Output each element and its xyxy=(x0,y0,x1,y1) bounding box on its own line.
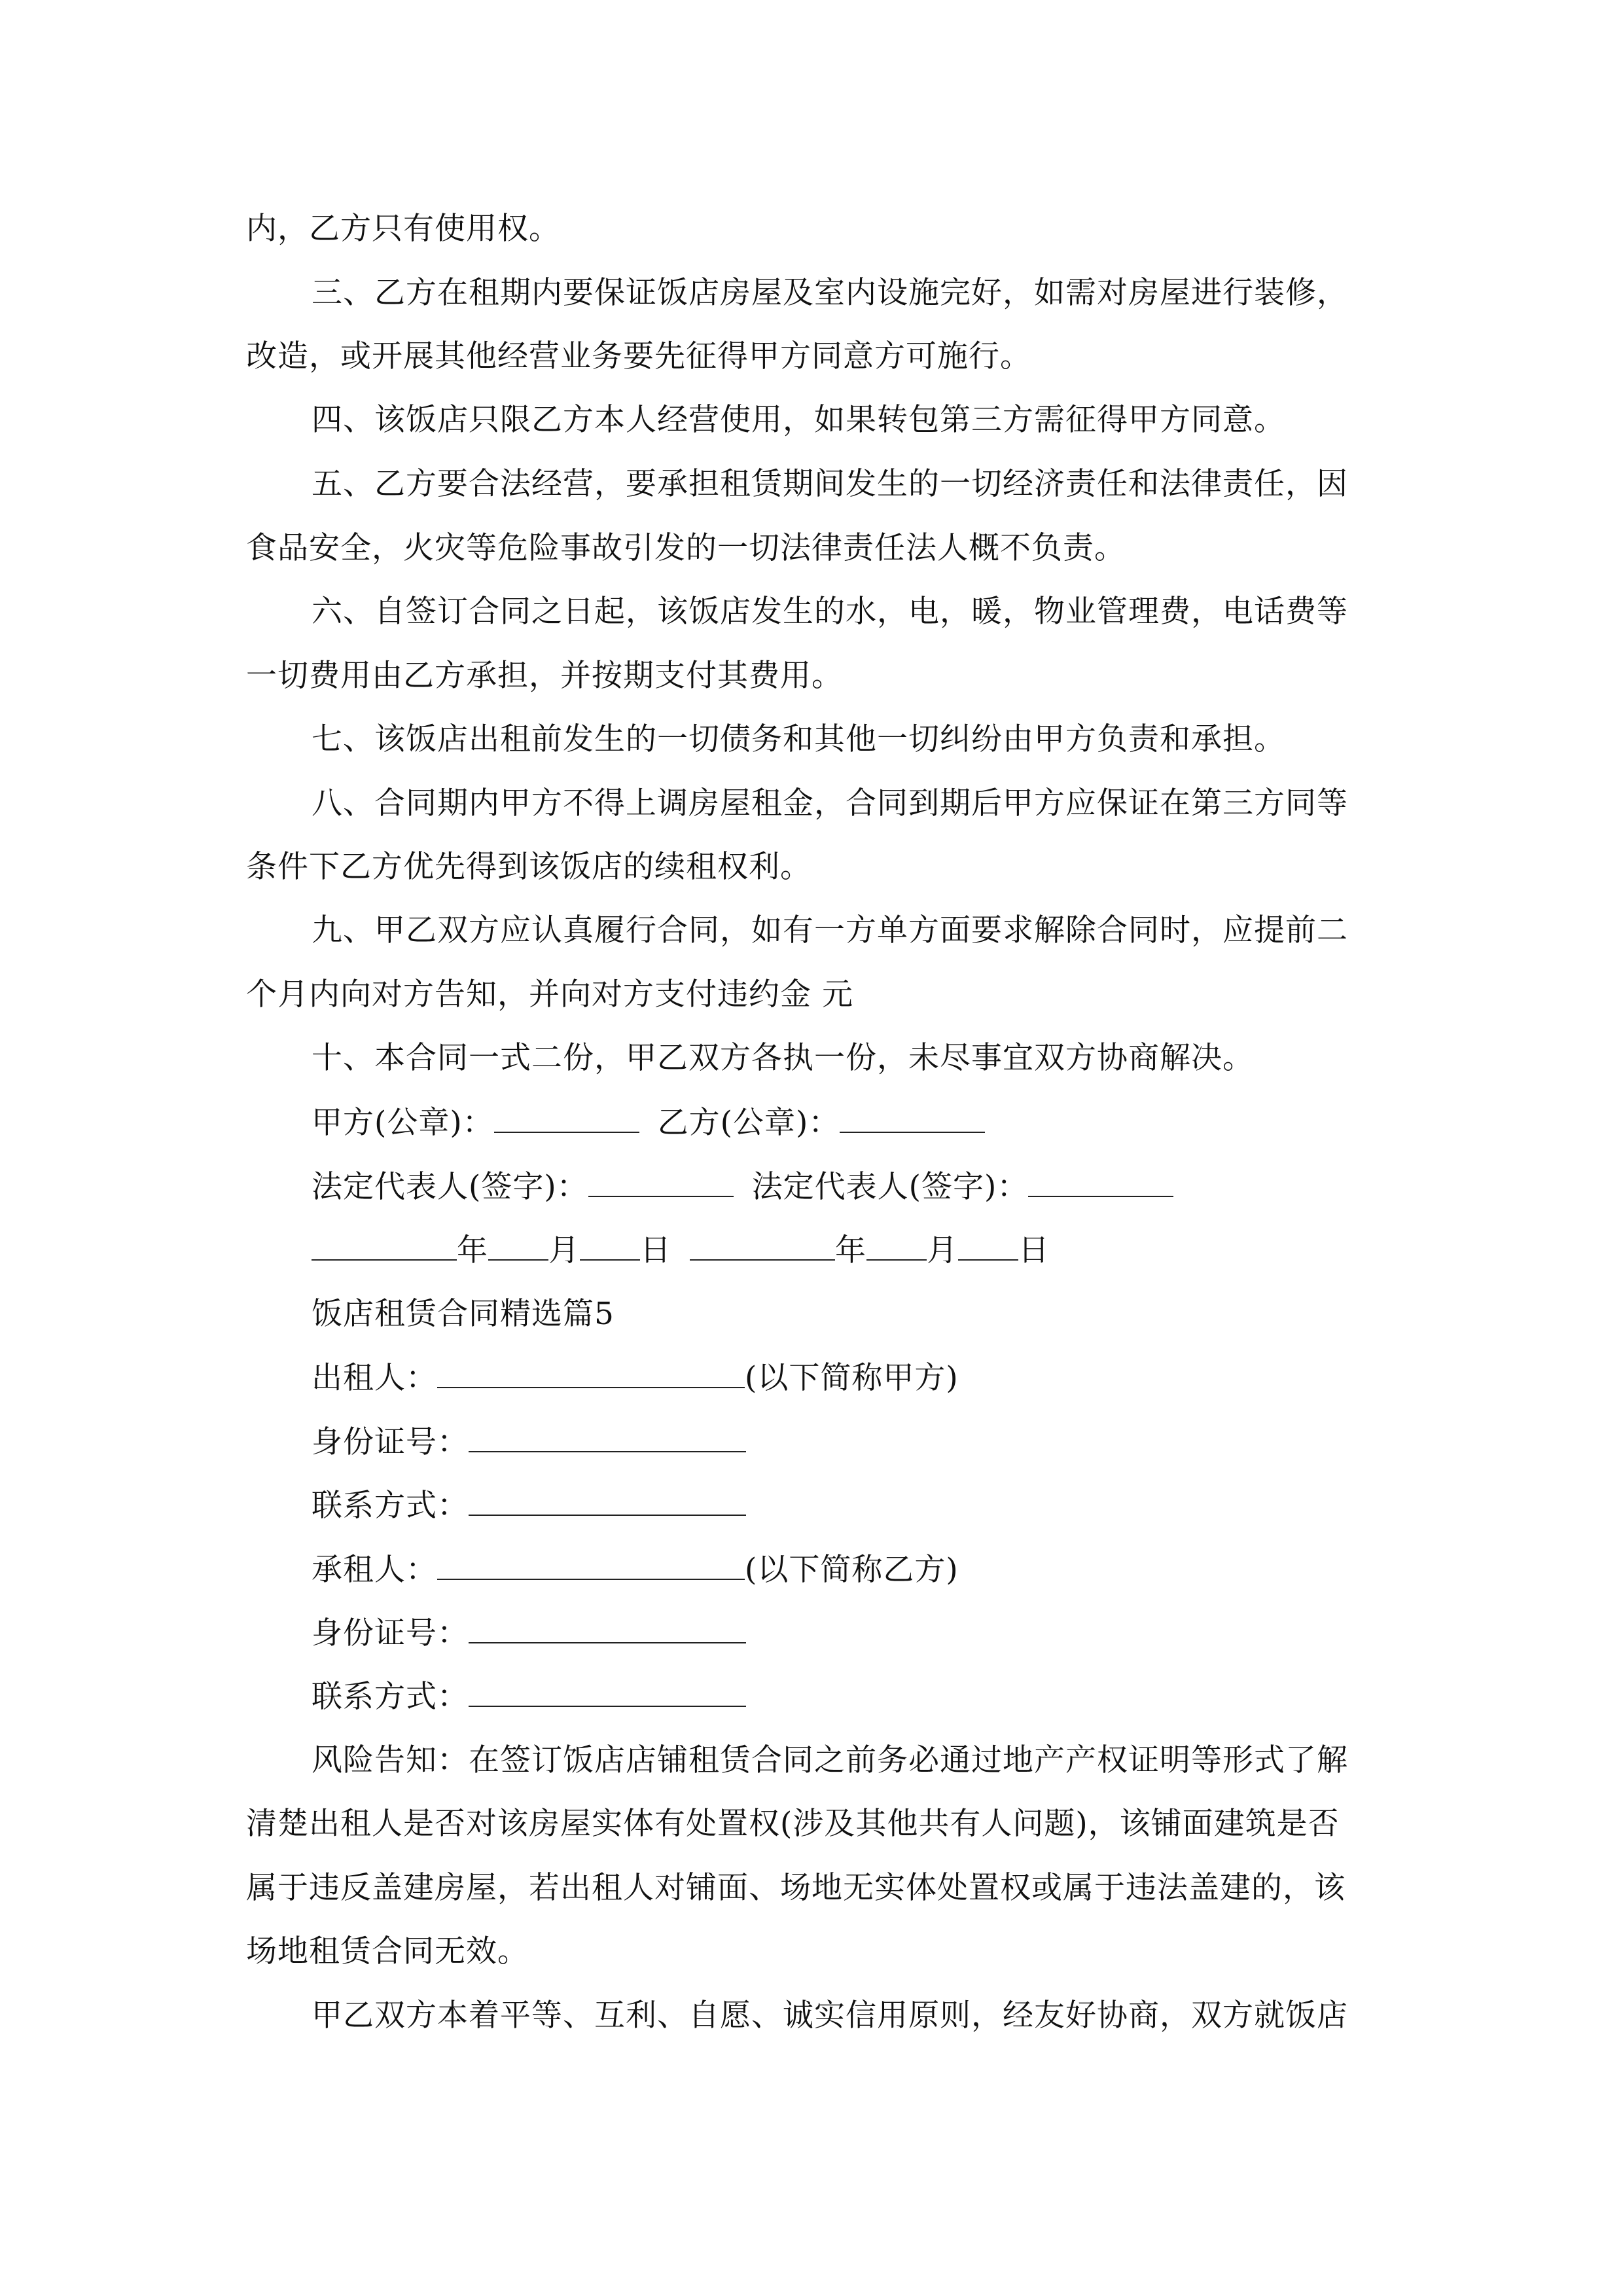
clause-3-line-2: 改造，或开展其他经营业务要先征得甲方同意方可施行。 xyxy=(246,338,1031,374)
lessee-id-blank xyxy=(469,1613,746,1643)
clause-9-line-2: 个月内向对方告知，并向对方支付违约金 元 xyxy=(246,977,853,1013)
lessee-contact-row xyxy=(312,1677,746,1717)
lessor-id-blank xyxy=(469,1422,746,1452)
year-blank-b xyxy=(690,1230,835,1261)
id-label: 身份证号： xyxy=(312,1424,469,1460)
lessor-suffix: (以下简称甲方) xyxy=(745,1360,959,1396)
clause-3-line-1: 三、乙方在租期内要保证饭店房屋及室内设施完好，如需对房屋进行装修， xyxy=(312,275,1348,311)
lessee-row xyxy=(312,1550,959,1590)
month-blank-a xyxy=(488,1230,548,1261)
risk-notice-line-3: 属于违反盖建房屋，若出租人对铺面、场地无实体处置权或属于违法盖建的，该 xyxy=(246,1870,1346,1906)
month-blank-b xyxy=(866,1230,927,1261)
seal-row xyxy=(312,1103,985,1143)
lessee-blank xyxy=(437,1550,745,1580)
clause-8-line-2: 条件下乙方优先得到该饭店的续租权利。 xyxy=(246,849,812,885)
lessee-contact-blank xyxy=(469,1677,746,1707)
year-label-a: 年 xyxy=(457,1232,488,1268)
lessor-blank xyxy=(437,1358,745,1388)
day-label-b: 日 xyxy=(1018,1232,1050,1268)
clause-8-line-1: 八、合同期内甲方不得上调房屋租金，合同到期后甲方应保证在第三方同等 xyxy=(312,785,1348,821)
contact-label: 联系方式： xyxy=(312,1679,469,1715)
year-label-b: 年 xyxy=(835,1232,866,1268)
lessor-row xyxy=(312,1358,959,1398)
lessee-label: 承租人： xyxy=(312,1552,437,1588)
legal-rep-a-blank xyxy=(588,1167,734,1197)
lessor-contact-row xyxy=(312,1486,746,1526)
text-line: 内，乙方只有使用权。 xyxy=(246,211,560,247)
clause-10-line: 十、本合同一式二份，甲乙双方各执一份，未尽事宜双方协商解决。 xyxy=(312,1040,1254,1076)
clause-5-line-1: 五、乙方要合法经营，要承担租赁期间发生的一切经济责任和法律责任，因 xyxy=(312,466,1348,502)
legal-rep-b-blank xyxy=(1028,1167,1173,1197)
year-blank-a xyxy=(312,1230,457,1261)
month-label-a: 月 xyxy=(548,1232,580,1268)
lessor-label: 出租人： xyxy=(312,1360,437,1396)
day-blank-b xyxy=(958,1230,1018,1261)
section-title: 饭店租赁合同精选篇5 xyxy=(312,1296,615,1332)
party-b-seal-label: 乙方(公章)： xyxy=(657,1105,840,1141)
clause-6-line-1: 六、自签订合同之日起，该饭店发生的水，电，暖，物业管理费，电话费等 xyxy=(312,594,1348,630)
party-b-seal-blank xyxy=(840,1103,985,1133)
lessee-suffix: (以下简称乙方) xyxy=(745,1552,959,1588)
clause-9-line-1: 九、甲乙双方应认真履行合同，如有一方单方面要求解除合同时，应提前二 xyxy=(312,912,1348,948)
risk-notice-line-2: 清楚出租人是否对该房屋实体有处置权(涉及其他共有人问题)，该铺面建筑是否 xyxy=(246,1806,1340,1842)
party-a-seal-blank xyxy=(494,1103,639,1133)
risk-notice-line-4: 场地租赁合同无效。 xyxy=(246,1933,529,1969)
risk-notice-line-1: 风险告知：在签订饭店店铺租赁合同之前务必通过地产产权证明等形式了解 xyxy=(312,1742,1348,1778)
month-label-b: 月 xyxy=(927,1232,958,1268)
day-label-a: 日 xyxy=(640,1232,671,1268)
closing-line: 甲乙双方本着平等、互利、自愿、诚实信用原则，经友好协商，双方就饭店 xyxy=(312,1998,1348,2034)
clause-7-line: 七、该饭店出租前发生的一切债务和其他一切纠纷由甲方负责和承担。 xyxy=(312,721,1285,757)
lessor-contact-blank xyxy=(469,1486,746,1516)
clause-5-line-2: 食品安全，火灾等危险事故引发的一切法律责任法人概不负责。 xyxy=(246,530,1126,566)
legal-rep-b-label: 法定代表人(签字)： xyxy=(751,1169,1029,1205)
id-label: 身份证号： xyxy=(312,1615,469,1651)
party-a-seal-label: 甲方(公章)： xyxy=(312,1105,494,1141)
legal-rep-a-label: 法定代表人(签字)： xyxy=(312,1169,588,1205)
clause-6-line-2: 一切费用由乙方承担，并按期支付其费用。 xyxy=(246,658,843,694)
legal-rep-row xyxy=(312,1167,1173,1207)
day-blank-a xyxy=(580,1230,640,1261)
clause-4-line: 四、该饭店只限乙方本人经营使用，如果转包第三方需征得甲方同意。 xyxy=(312,402,1285,438)
lessee-id-row xyxy=(312,1613,746,1653)
contact-label: 联系方式： xyxy=(312,1488,469,1524)
date-row xyxy=(312,1230,1050,1270)
lessor-id-row xyxy=(312,1422,746,1462)
